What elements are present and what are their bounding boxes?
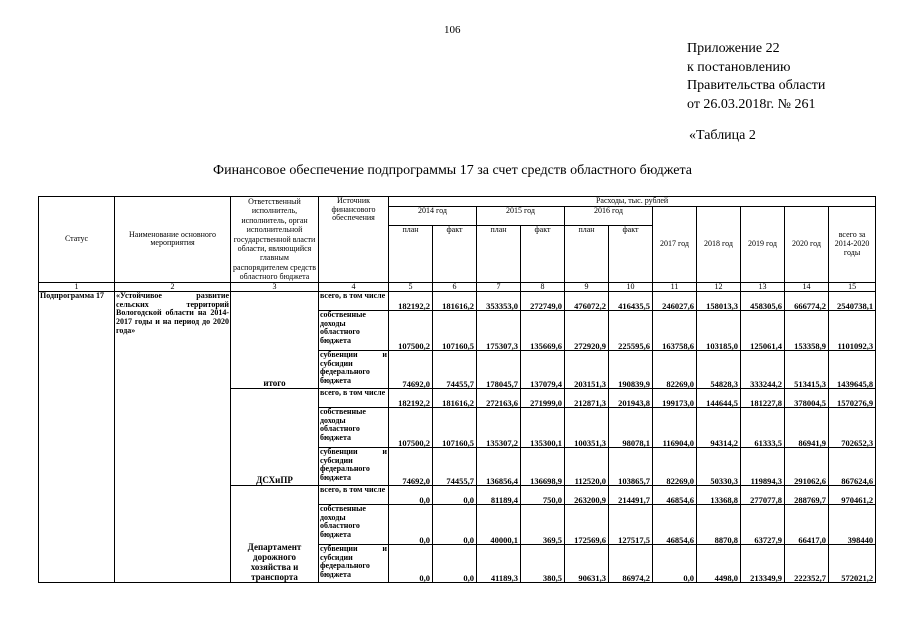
value-cell: 74692,0: [389, 448, 433, 486]
value-cell: 272163,6: [477, 389, 521, 408]
header-year-2017: 2017 год: [653, 207, 697, 283]
value-cell: 0,0: [433, 545, 477, 583]
value-cell: 203151,3: [565, 351, 609, 389]
value-cell: 41189,3: [477, 545, 521, 583]
value-cell: 86974,2: [609, 545, 653, 583]
value-cell: 163758,6: [653, 311, 697, 351]
value-cell: 272749,0: [521, 292, 565, 311]
value-cell: 378004,5: [785, 389, 829, 408]
value-cell: 94314,2: [697, 408, 741, 448]
value-cell: 190839,9: [609, 351, 653, 389]
value-cell: 74692,0: [389, 351, 433, 389]
value-cell: 277077,8: [741, 486, 785, 505]
value-cell: 201943,8: [609, 389, 653, 408]
column-index: 2: [115, 282, 231, 292]
header-year-2018: 2018 год: [697, 207, 741, 283]
source-cell: всего, в том числе: [319, 486, 389, 505]
header-expenses: Расходы, тыс. рублей: [389, 197, 876, 207]
value-cell: 50330,3: [697, 448, 741, 486]
value-cell: 181616,2: [433, 389, 477, 408]
value-cell: 353353,0: [477, 292, 521, 311]
column-index: 9: [565, 282, 609, 292]
value-cell: 333244,2: [741, 351, 785, 389]
value-cell: 127517,5: [609, 505, 653, 545]
page-number: 106: [444, 24, 461, 36]
value-cell: 8870,8: [697, 505, 741, 545]
column-index: 6: [433, 282, 477, 292]
value-cell: 458305,6: [741, 292, 785, 311]
value-cell: 214491,7: [609, 486, 653, 505]
value-cell: 125061,4: [741, 311, 785, 351]
value-cell: 291062,6: [785, 448, 829, 486]
value-cell: 181616,2: [433, 292, 477, 311]
measure-cell: «Устойчивое развитие сельских территорий Вологодской области на 2014-2017 годы и на период до 2020 года»: [115, 292, 231, 583]
value-cell: 178045,7: [477, 351, 521, 389]
value-cell: 2540738,1: [829, 292, 876, 311]
value-cell: 182192,2: [389, 389, 433, 408]
header-fact: факт: [433, 225, 477, 282]
column-index: 8: [521, 282, 565, 292]
value-cell: 135307,2: [477, 408, 521, 448]
value-cell: 0,0: [433, 486, 477, 505]
document-title: Финансовое обеспечение подпрограммы 17 за счет средств областного бюджета: [213, 163, 692, 178]
header-fact: факт: [521, 225, 565, 282]
value-cell: 40000,1: [477, 505, 521, 545]
value-cell: 476072,2: [565, 292, 609, 311]
value-cell: 74455,7: [433, 351, 477, 389]
column-index: 7: [477, 282, 521, 292]
value-cell: 213349,9: [741, 545, 785, 583]
value-cell: 1570276,9: [829, 389, 876, 408]
appendix-line: Приложение 22: [687, 41, 780, 56]
value-cell: 398440: [829, 505, 876, 545]
value-cell: 116904,0: [653, 408, 697, 448]
header-total: всего за 2014-2020 годы: [829, 207, 876, 283]
value-cell: 46854,6: [653, 505, 697, 545]
value-cell: 61333,5: [741, 408, 785, 448]
value-cell: 1101092,3: [829, 311, 876, 351]
value-cell: 0,0: [653, 545, 697, 583]
value-cell: 112520,0: [565, 448, 609, 486]
header-year-2016: 2016 год: [565, 207, 653, 226]
value-cell: 572021,2: [829, 545, 876, 583]
value-cell: 0,0: [433, 505, 477, 545]
value-cell: 81189,4: [477, 486, 521, 505]
source-cell: всего, в том числе: [319, 389, 389, 408]
source-cell: субвенции и субсидии федерального бюджета: [319, 351, 389, 389]
value-cell: 4498,0: [697, 545, 741, 583]
value-cell: 13368,8: [697, 486, 741, 505]
header-year-2019: 2019 год: [741, 207, 785, 283]
value-cell: 135300,1: [521, 408, 565, 448]
value-cell: 0,0: [389, 545, 433, 583]
value-cell: 212871,3: [565, 389, 609, 408]
column-index: 5: [389, 282, 433, 292]
source-cell: субвенции и субсидии федерального бюджета: [319, 545, 389, 583]
value-cell: 380,5: [521, 545, 565, 583]
column-index: 13: [741, 282, 785, 292]
column-index: 1: [39, 282, 115, 292]
value-cell: 702652,3: [829, 408, 876, 448]
value-cell: 288769,7: [785, 486, 829, 505]
value-cell: 107500,2: [389, 408, 433, 448]
value-cell: 172569,6: [565, 505, 609, 545]
value-cell: 46854,6: [653, 486, 697, 505]
value-cell: 369,5: [521, 505, 565, 545]
value-cell: 153358,9: [785, 311, 829, 351]
header-plan: план: [389, 225, 433, 282]
header-fact: факт: [609, 225, 653, 282]
value-cell: 272920,9: [565, 311, 609, 351]
value-cell: 136698,9: [521, 448, 565, 486]
value-cell: 136856,4: [477, 448, 521, 486]
appendix-line: Правительства области: [687, 78, 826, 93]
header-year-2014: 2014 год: [389, 207, 477, 226]
financing-table: [38, 196, 876, 583]
status-cell: Подпрограмма 17: [39, 292, 115, 583]
value-cell: 107160,5: [433, 311, 477, 351]
executor-cell: ДСХиПР: [231, 389, 319, 486]
value-cell: 103185,0: [697, 311, 741, 351]
executor-cell: итого: [231, 292, 319, 389]
column-index: 4: [319, 282, 389, 292]
value-cell: 74455,7: [433, 448, 477, 486]
column-index: 14: [785, 282, 829, 292]
value-cell: 222352,7: [785, 545, 829, 583]
value-cell: 98078,1: [609, 408, 653, 448]
value-cell: 86941,9: [785, 408, 829, 448]
appendix-line: от 26.03.2018г. № 261: [687, 96, 816, 112]
source-cell: собственные доходы областного бюджета: [319, 311, 389, 351]
value-cell: 666774,2: [785, 292, 829, 311]
header-source: Источник финансового обеспечения: [319, 197, 389, 283]
value-cell: 137079,4: [521, 351, 565, 389]
value-cell: 175307,3: [477, 311, 521, 351]
value-cell: 63727,9: [741, 505, 785, 545]
header-plan: план: [565, 225, 609, 282]
value-cell: 90631,3: [565, 545, 609, 583]
header-measure: Наименование основного мероприятия: [115, 197, 231, 283]
source-cell: всего, в том числе: [319, 292, 389, 311]
column-index: 11: [653, 282, 697, 292]
value-cell: 107160,5: [433, 408, 477, 448]
value-cell: 416435,5: [609, 292, 653, 311]
source-cell: собственные доходы областного бюджета: [319, 408, 389, 448]
value-cell: 1439645,8: [829, 351, 876, 389]
value-cell: 513415,3: [785, 351, 829, 389]
value-cell: 263200,9: [565, 486, 609, 505]
source-cell: собственные доходы областного бюджета: [319, 505, 389, 545]
column-index: 10: [609, 282, 653, 292]
header-plan: план: [477, 225, 521, 282]
value-cell: 0,0: [389, 486, 433, 505]
appendix-block: [687, 40, 825, 114]
table-row: [39, 292, 876, 311]
value-cell: 158013,3: [697, 292, 741, 311]
value-cell: 970461,2: [829, 486, 876, 505]
value-cell: 182192,2: [389, 292, 433, 311]
column-index: 12: [697, 282, 741, 292]
value-cell: 867624,6: [829, 448, 876, 486]
value-cell: 271999,0: [521, 389, 565, 408]
value-cell: 0,0: [389, 505, 433, 545]
header-year-2015: 2015 год: [477, 207, 565, 226]
value-cell: 119894,3: [741, 448, 785, 486]
value-cell: 135669,6: [521, 311, 565, 351]
executor-cell: Департамент дорожного хозяйства и транспорта: [231, 486, 319, 583]
value-cell: 82269,0: [653, 351, 697, 389]
value-cell: 750,0: [521, 486, 565, 505]
header-status: Статус: [39, 197, 115, 283]
source-cell: субвенции и субсидии федерального бюджета: [319, 448, 389, 486]
value-cell: 82269,0: [653, 448, 697, 486]
value-cell: 103865,7: [609, 448, 653, 486]
appendix-line: к постановлению: [687, 59, 791, 75]
header-year-2020: 2020 год: [785, 207, 829, 283]
column-index: 15: [829, 282, 876, 292]
value-cell: 199173,0: [653, 389, 697, 408]
value-cell: 144644,5: [697, 389, 741, 408]
table-note: «Таблица 2: [689, 128, 756, 143]
value-cell: 181227,8: [741, 389, 785, 408]
header-executor: Ответственный исполнитель, исполнитель, орган исполнительной государственной власти области, являющийся главным распорядителем средств областного бюджета: [231, 197, 319, 283]
value-cell: 225595,6: [609, 311, 653, 351]
value-cell: 54828,3: [697, 351, 741, 389]
value-cell: 107500,2: [389, 311, 433, 351]
value-cell: 66417,0: [785, 505, 829, 545]
value-cell: 100351,3: [565, 408, 609, 448]
column-index: 3: [231, 282, 319, 292]
value-cell: 246027,6: [653, 292, 697, 311]
